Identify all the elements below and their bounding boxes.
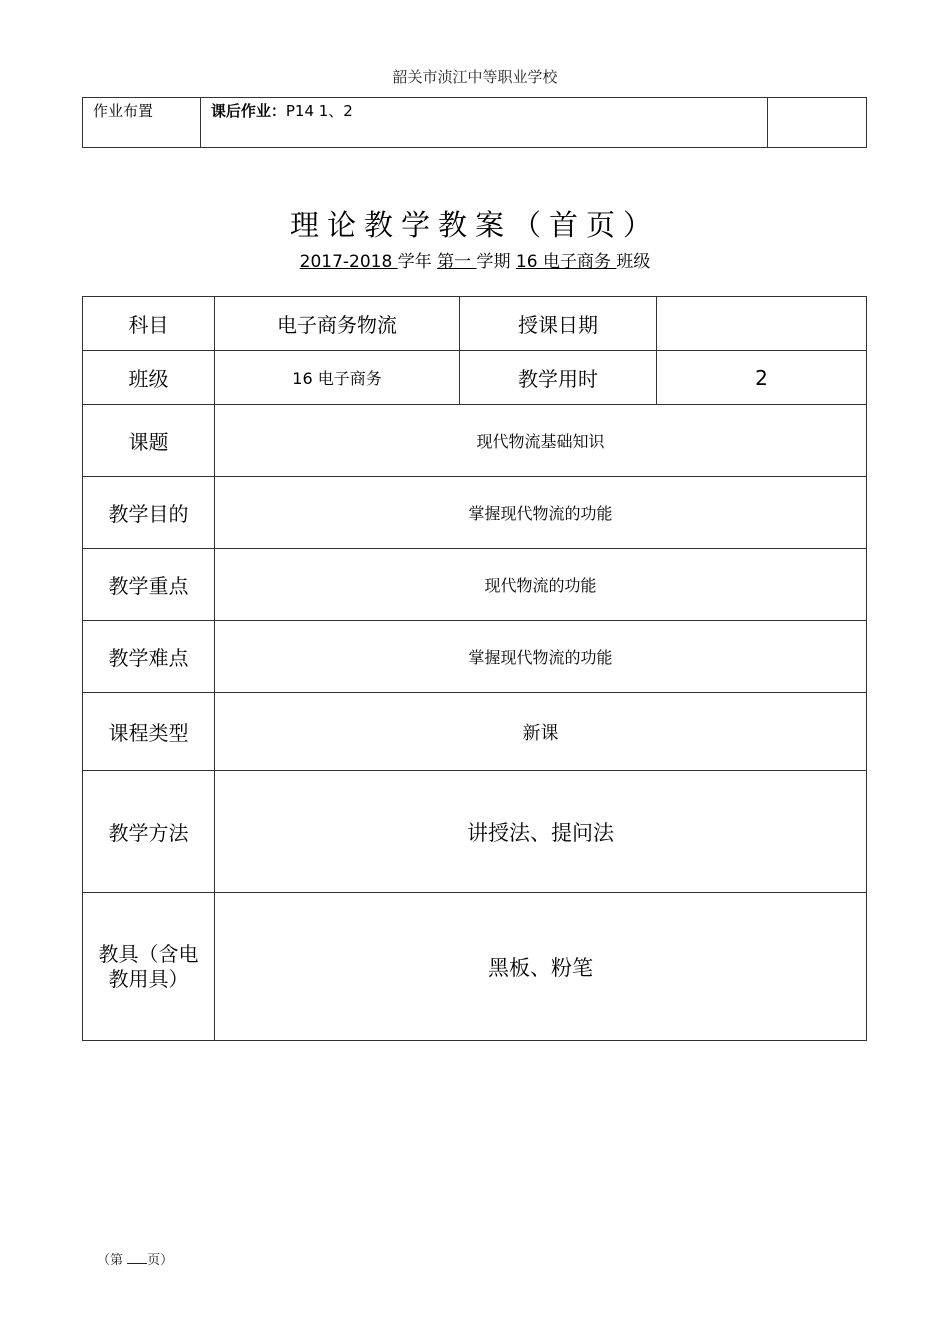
homework-table (82, 97, 867, 148)
method-value: 讲授法、提问法 (215, 771, 867, 893)
hours-value: 2 (657, 351, 867, 405)
topic-value: 现代物流基础知识 (215, 405, 867, 477)
homework-content-cell (200, 98, 767, 148)
lesson-plan-table (82, 296, 867, 1041)
type-value: 新课 (215, 693, 867, 771)
method-label: 教学方法 (83, 771, 215, 893)
subject-label: 科目 (83, 297, 215, 351)
homework-label: 作业布置 (83, 98, 201, 148)
page-footer (97, 1249, 173, 1268)
goal-label: 教学目的 (83, 477, 215, 549)
footer-prefix: （第 (97, 1253, 124, 1268)
class-value-cell: 16 电子商务 (215, 351, 460, 405)
subject-value: 电子商务物流 (215, 297, 460, 351)
doc-subtitle (0, 247, 950, 272)
year-value: 2017-2018 (299, 252, 398, 272)
topic-label: 课题 (83, 405, 215, 477)
class-suffix: 班级 (616, 252, 651, 272)
goal-value: 掌握现代物流的功能 (215, 477, 867, 549)
homework-content: P14 1、2 (285, 102, 353, 120)
difficulty-value: 掌握现代物流的功能 (215, 621, 867, 693)
homework-title: 课后作业： (210, 102, 286, 120)
key-value: 现代物流的功能 (215, 549, 867, 621)
term-suffix: 学期 (476, 252, 511, 272)
footer-suffix: 页） (147, 1253, 174, 1268)
date-label: 授课日期 (460, 297, 657, 351)
tools-value: 黑板、粉笔 (215, 893, 867, 1041)
homework-empty-cell (768, 98, 867, 148)
key-label: 教学重点 (83, 549, 215, 621)
hours-label: 教学用时 (460, 351, 657, 405)
term-value: 第一 (437, 252, 477, 272)
class-label: 班级 (83, 351, 215, 405)
year-suffix: 学年 (397, 252, 432, 272)
type-label: 课程类型 (83, 693, 215, 771)
tools-label-line-1: 教具（含电 (98, 941, 199, 966)
tools-label-line-2: 教用具） (108, 966, 189, 991)
doc-title: 理论教学教案（首页） (289, 208, 660, 242)
tools-label (83, 893, 215, 1041)
school-header: 韶关市浈江中等职业学校 (392, 68, 558, 86)
page-number-blank (127, 1263, 147, 1264)
difficulty-label: 教学难点 (83, 621, 215, 693)
date-value (657, 297, 867, 351)
class-value: 16 电子商务 (515, 252, 617, 272)
